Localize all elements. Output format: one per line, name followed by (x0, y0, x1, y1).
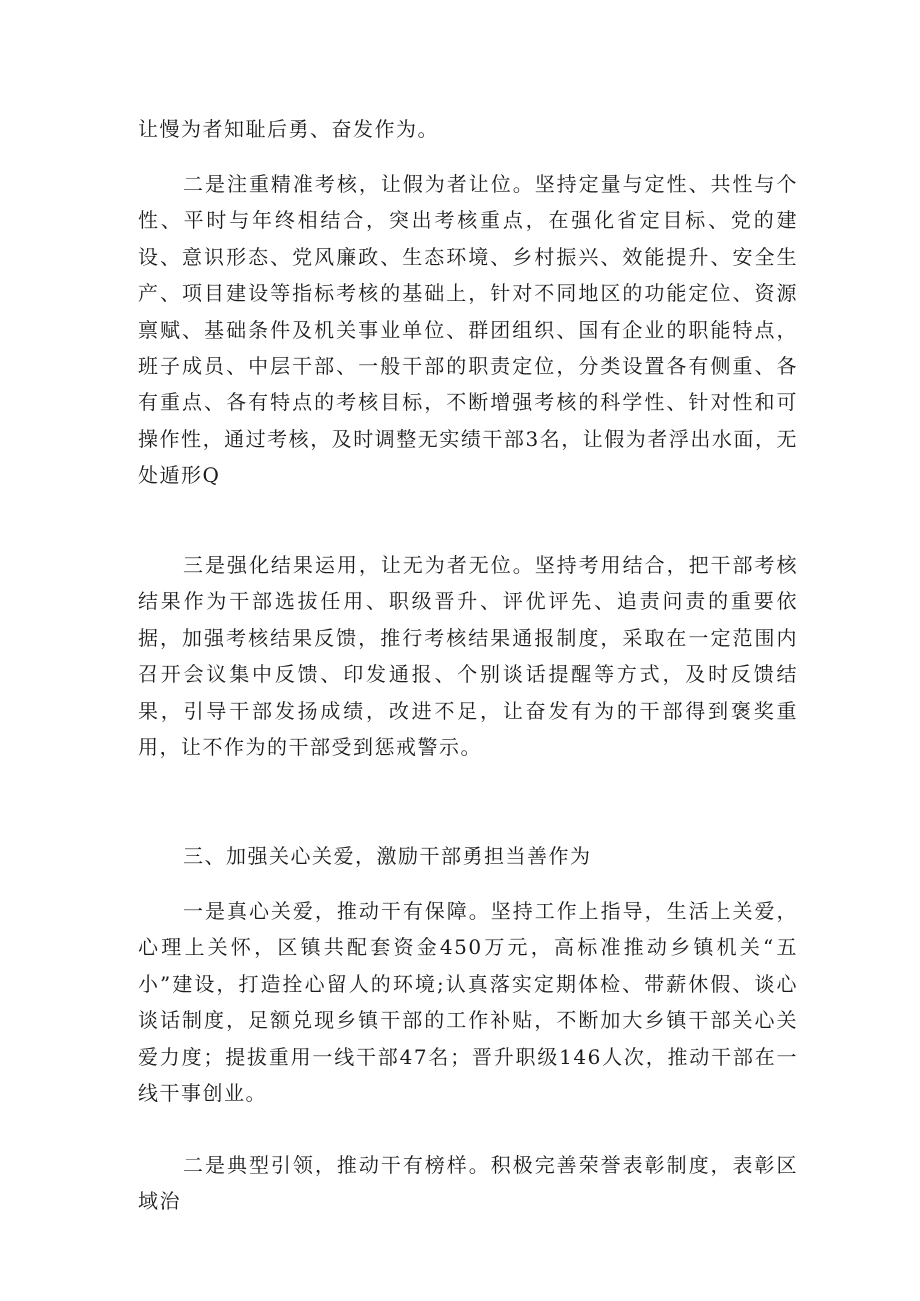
section-heading: 三、加强关心关爱，激励干部勇担当善作为 (183, 844, 592, 868)
body-paragraph: 一是真心关爱，推动干有保障。坚持工作上指导，生活上关爱，心理上关怀，区镇共配套资金450万元，高标准推动乡镇机关“五小”建设，打造拴心留人的环境;认真落实定期体检、带薪休假、谈心谈话制度，足额兑现乡镇干部的工作补贴，不断加大乡镇干部关心关爱力度；提拔重用一线干部47名；晋升职级146人次，推动干部在一线干事创业。 (138, 899, 798, 1106)
body-paragraph: 二是典型引领，推动干有榜样。积极完善荣誉表彰制度，表彰区域治 (138, 1153, 798, 1214)
body-paragraph: 二是注重精准考核，让假为者让位。坚持定量与定性、共性与个性、平时与年终相结合，突出考核重点，在强化省定目标、党的建设、意识形态、党风廉政、生态环境、乡村振兴、效能提升、安全生产、项目建设等指标考核的基础上，针对不同地区的功能定位、资源禀赋、基础条件及机关事业单位、群团组织、国有企业的职能特点，班子成员、中层干部、一般干部的职责定位，分类设置各有侧重、各有重点、各有特点的考核目标，不断增强考核的科学性、针对性和可操作性，通过考核，及时调整无实绩干部3名，让假为者浮出水面，无处遁形Q (138, 172, 798, 488)
body-paragraph: 让慢为者知耻后勇、奋发作为。 (138, 117, 439, 141)
body-paragraph: 三是强化结果运用，让无为者无位。坚持考用结合，把干部考核结果作为干部选拔任用、职级晋升、评优评先、追责问责的重要依据，加强考核结果反馈，推行考核结果通报制度，采取在一定范围内召开会议集中反馈、印发通报、个别谈话提醒等方式，及时反馈结果，引导干部发扬成绩，改进不足，让奋发有为的干部得到褒奖重用，让不作为的干部受到惩戒警示。 (138, 553, 798, 760)
